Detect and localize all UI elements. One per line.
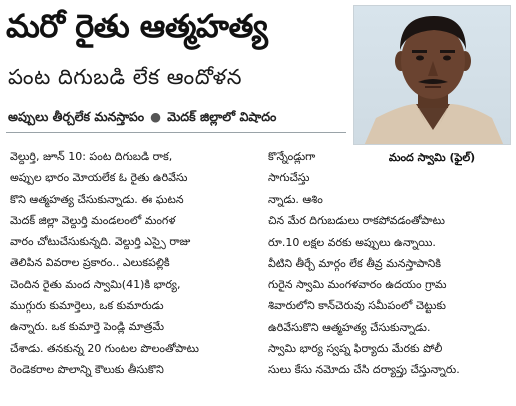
photo-caption: మంద స్వామి (ఫైల్) [388,151,476,164]
article-line: వెల్దుర్తి, జూన్ 10: పంట దిగుబడి రాక, [10,150,173,163]
article-line: చెందిన రైతు మంద స్వామి(41)కి భార్య, [10,277,181,291]
farmer-photo [353,5,511,145]
article-line: చిన మేర దిగుబడులు రాకపోవడంతోపాటు [268,214,445,228]
article-column-left [10,146,255,380]
article-line: గురైన స్వామి మంగళవారం ఉదయం గ్రామ [268,278,447,292]
article-line: శివారులోని కాన్‌చెరువు సమీపంలో చెట్టుకు [268,299,446,313]
article-line: చేశాడు. తనకున్న 20 గుంటల పొలంతోపాటు [10,341,199,355]
article-line: రూ.10 లక్షల వరకు అప్పులు ఉన్నాయి. [268,235,436,249]
article-line: సాగుచేస్తు [268,171,310,185]
article-line: తెలిపిన వివరాల ప్రకారం.. ఎలుకపల్లికి [10,256,170,270]
portrait-image [354,6,511,145]
article-column-right-top [268,146,348,189]
bullet-icon: ● [150,109,162,124]
headline: మరో రైతు ఆత్మహత్య [6,7,268,45]
article-line: కొన్నేండ్లుగా [268,150,316,163]
divider [6,132,346,133]
subheadline: పంట దిగుబడి లేక ఆందోళన [8,65,242,89]
article-line: వారం చోటుచేసుకున్నది. వెల్దుర్తి ఎస్సై రాజు [10,235,191,249]
article-line: ముగ్గురు కుమార్తెలు, ఒక కుమారుడు [10,299,164,313]
tagline-left: అప్పులు తీర్చలేక మనస్తాపం [8,109,145,124]
article-line: రెండెకరాల పొలాన్ని కౌలుకు తీసుకొని [10,362,164,376]
tagline [8,108,354,126]
tagline-right: మెదక్ జిల్లాలో విషాదం [167,109,277,124]
article-line: ఉన్నారు. ఒక కుమార్తె పెండ్లి మాత్రమే [10,320,164,334]
article-line: స్వామి భార్య స్వప్న ఫిర్యాదు మేరకు పోలీ [268,342,443,356]
article-line: వీటిని తీర్చే మార్గం లేక తీవ్ర మనస్తాపానికి [268,256,441,270]
article-line: సులు కేసు నమోదు చేసి దర్యాప్తు చేస్తున్నారు. [268,363,460,377]
article-line: కొని ఆత్మహత్య చేసుకున్నాడు. ఈ ఘటన [10,192,184,206]
article-line: మెదక్ జిల్లా వెల్దుర్తి మండలంలో మంగళ [10,213,176,227]
article-line: ఉరివేసుకొని ఆత్మహత్య చేసుకున్నాడు. [268,320,431,334]
article-line: న్నాడు. ఆశిం [268,193,323,206]
article-line: అప్పుల భారం మోయలేక ఓ రైతు ఉరివేసు [10,171,188,185]
article-column-right [268,189,512,381]
